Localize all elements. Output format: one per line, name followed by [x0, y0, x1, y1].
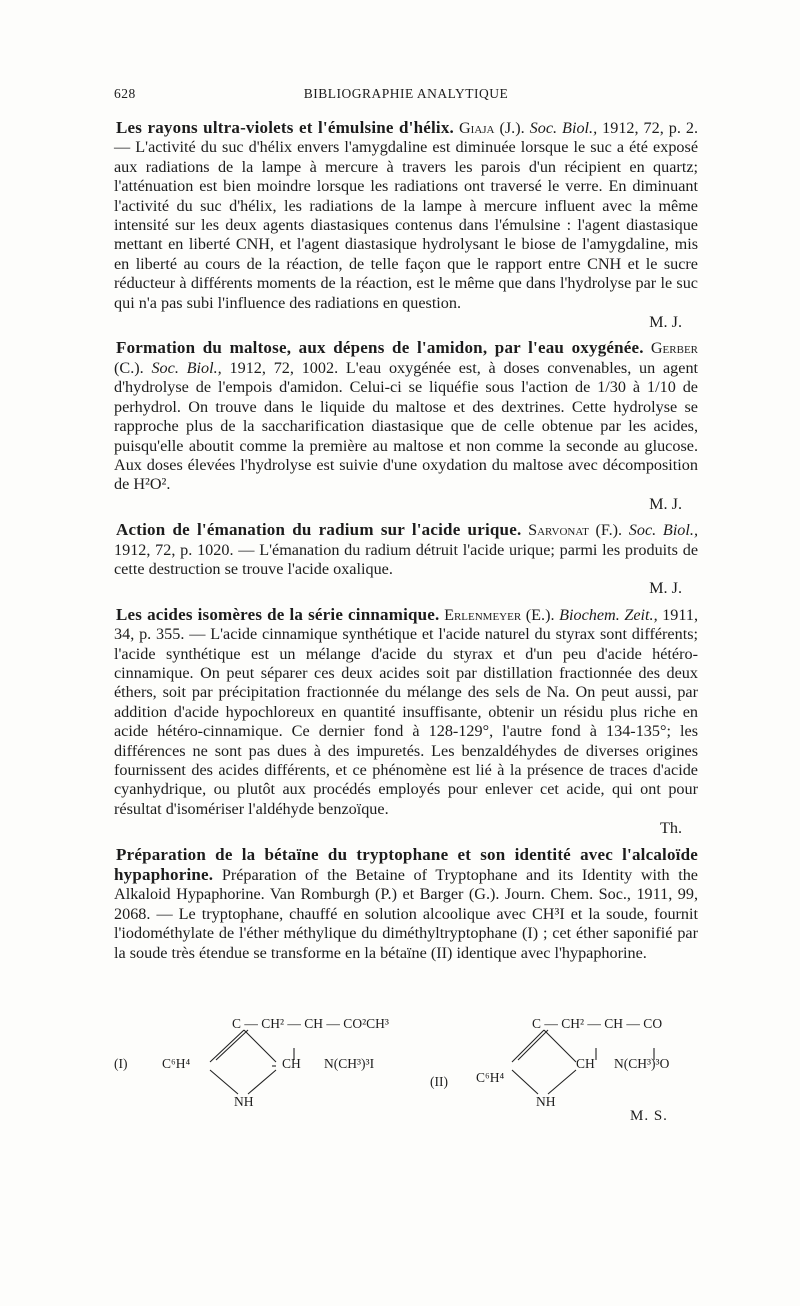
- entry-title: Action de l'émanation du radium sur l'acide urique.: [116, 520, 522, 540]
- entry-body: L'eau oxygénée est, à doses convenables, un agent d'hydrolyse de l'empois d'amidon. Celui-ci se liquéfie sous l'action de 1/30 à 1/10 de perhydrol. On trouve dans le liquide du maltose et des dextrines. Cette hydrolyse se rapproche plus de la saccharification diastasique que de celle obtenue par les acides, puisqu'elle aboutit comme la première au maltose et non comme la seconde au glucose. Aux doses élevées l'hydrolyse est suivie d'une oxydation du maltose avec décomposition de H²O².: [114, 358, 699, 494]
- entry-title: Les rayons ultra-violets et l'émulsine d'hélix.: [116, 118, 454, 137]
- entry-title: Les acides isomères de la série cinnamique.: [116, 604, 440, 624]
- formula-2-label: (II): [430, 1074, 448, 1089]
- entry-5: [114, 845, 698, 963]
- entry-body: L'activité du suc d'hélix envers l'amygdaline est diminuée lorsque le suc a été exposé aux radiations de la lampe à mercure à travers les parois d'un récipient en quartz; l'atténuation est bien moindre lorsque les radiations ont traversé le verre. En diminuant l'activité du suc d'hélix, les radiations de la lampe à mercure influent avec la même intensité sur les deux agents diastasiques contenus dans l'émulsine : l'agent diastasique mettant en liberté CNH, et l'agent diastasique hydrolysant le biose de l'amygdaline, mis en liberté au cours de la réaction, de telle façon que le rapport entre CNH et le sucre réducteur à différents moments de la réaction, est le même que dans l'hydrolyse par le suc qui n'a pas subi l'influence des radiations en question.: [114, 138, 699, 312]
- running-head: BIBLIOGRAPHIE ANALYTIQUE: [303, 86, 509, 101]
- entry-citation: Préparation of the Betaine of Tryptophane and its Identity with the Alkaloid Hypaphorine. Van Romburgh (P.) et Barger (G.). Journ. Chem. Soc., 1911, 99, 2068. —: [114, 866, 698, 923]
- formula-bonds: [114, 1016, 698, 1136]
- final-signature: M. S.: [630, 1108, 668, 1124]
- entry-body: Le tryptophane, chauffé en solution alcoolique avec CH³I et la soude, fournit l'iodométhylate de l'éther méthylique du diméthyltryptophane (I) ; cet éther saponifié par la soude très étendue se transforme en la bétaïne (II) identique avec l'hypaphorine.: [114, 904, 699, 962]
- entry-citation: 1912, 72, p. 1020. —: [114, 540, 255, 559]
- entry-signature: Th.: [659, 819, 682, 838]
- formula-2-nh: NH: [536, 1094, 556, 1109]
- entry-journal: Biochem. Zeit.,: [559, 605, 658, 624]
- entry-signature: M. J.: [649, 494, 682, 513]
- formula-1-label: (I): [114, 1056, 128, 1071]
- formula-2-top: C — CH² — CH — CO: [532, 1016, 663, 1031]
- entry-body: L'acide cinnamique synthétique et l'acide naturel du styrax sont différents; l'acide synthétique est un mélange d'acide du styrax et d'un peu d'acide hétéro-cinnamique. On peut séparer ces deux acides soit par distillation fractionnée des deux éthers, soit par précipitation fractionnée du mélange des sels de Na. On peut aussi, par addition d'acide hypochloreux en quantité insuffisante, obtenir un résidu plus riche en acide hétéro-cinnamique. Ce dernier fond à 128-129°, l'autre fond à 134-135°; les différences ne sont pas dues à des impuretés. Les benzaldéhydes de diverses origines fournissent des acides différents, et ce phénomène est lié à la présence de traces d'acide cyanhydrique, ou plutôt aux procédés employés pour enlever cet acide, qui ont pour résultat d'isomériser l'aldéhyde benzoïque.: [114, 625, 699, 818]
- formula-1-top: C — CH² — CH — CO²CH³: [232, 1016, 389, 1031]
- entry-journal: Soc. Biol.,: [529, 119, 598, 137]
- entry-author: Sarvonat (F.).: [528, 521, 623, 540]
- entry-title: Préparation de la bétaïne du tryptophane et son identité avec l'alcaloïde hypaphorine.: [114, 844, 698, 885]
- entry-journal: Soc. Biol.,: [151, 358, 222, 377]
- page-number: 628: [114, 86, 136, 101]
- text-block: [114, 118, 698, 969]
- formula-1-ch: CH: [282, 1056, 301, 1071]
- entry-2: [114, 338, 698, 514]
- chemical-formulas: [114, 1016, 698, 1136]
- entry-citation: 1911, 34, p. 355. —: [114, 605, 699, 644]
- formula-1-amine: N(CH³)³I: [324, 1056, 375, 1071]
- entry-author: Erlenmeyer (E.).: [444, 605, 555, 624]
- formula-2-amine: N(CH³)³O: [614, 1056, 670, 1071]
- entry-signature: M. J.: [649, 579, 682, 598]
- formula-2-ch: CH: [576, 1056, 595, 1071]
- formula-1-nh: NH: [234, 1094, 254, 1109]
- entry-3: [114, 520, 698, 599]
- entry-body: L'émanation du radium détruit l'acide urique; parmi les produits de cette destruction se trouve l'acide oxalique.: [114, 540, 699, 578]
- entry-author: Gerber (C.).: [114, 339, 698, 377]
- entry-1: [114, 118, 698, 332]
- entry-title: Formation du maltose, aux dépens de l'amidon, par l'eau oxygénée.: [116, 338, 644, 358]
- entry-signature: M. J.: [649, 313, 682, 332]
- entry-citation: 1912, 72, 1002.: [229, 358, 339, 377]
- entry-author: Giaja (J.).: [458, 119, 525, 137]
- page-header: [114, 86, 698, 108]
- formula-2-left-group: C⁶H⁴: [476, 1070, 505, 1085]
- entry-4: [114, 605, 698, 839]
- formula-1-left-group: C⁶H⁴: [162, 1056, 191, 1071]
- entry-journal: Soc. Biol.,: [628, 521, 698, 540]
- entry-citation: 1912, 72, p. 2. —: [114, 119, 699, 157]
